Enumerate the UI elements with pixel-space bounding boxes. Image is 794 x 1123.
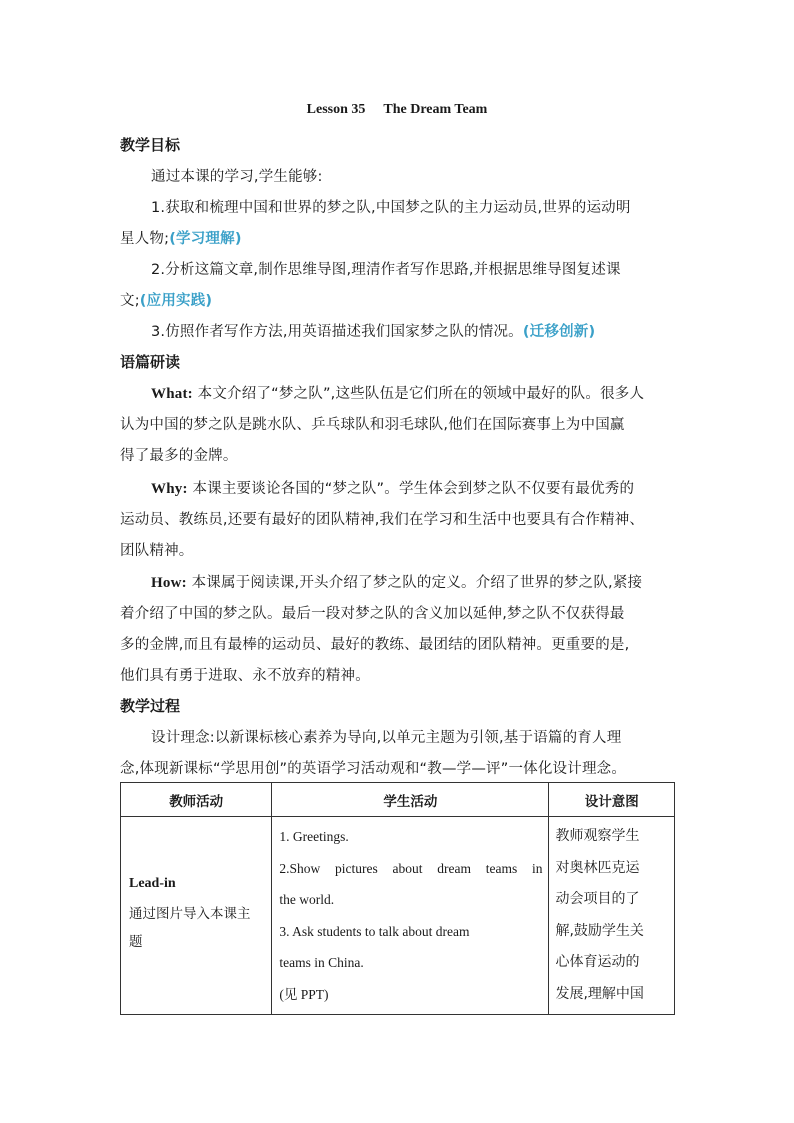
design-line-4: 解,鼓励学生关 (555, 922, 644, 939)
what-text: 本文介绍了“梦之队”,这些队伍是它们所在的领域中最好的队。很多人 (192, 386, 645, 402)
objectives-intro: 通过本课的学习,学生能够: (151, 169, 323, 185)
design-intent-cell (549, 817, 675, 1015)
analysis-heading: 语篇研读 (120, 353, 181, 371)
teacher-activity-cell (121, 817, 272, 1015)
objective-2-tag: (应用实践) (139, 293, 213, 309)
student-line-3: the world. (279, 892, 335, 907)
page-title (0, 102, 794, 118)
header-student-activity: 学生活动 (272, 783, 549, 817)
lead-in-label: Lead-in (129, 875, 176, 891)
lesson-number: Lesson 35 (306, 102, 366, 117)
header-teacher-activity: 教师活动 (121, 783, 272, 817)
process-heading: 教学过程 (120, 697, 181, 715)
design-line-5: 心体育运动的 (555, 954, 640, 970)
what-line-2: 认为中国的梦之队是跳水队、乒乓球队和羽毛球队,他们在国际赛事上为中国赢 (120, 417, 625, 433)
student-line-5: teams in China. (279, 955, 364, 970)
how-line-2: 着介绍了中国的梦之队。最后一段对梦之队的含义加以延伸,梦之队不仅获得最 (120, 606, 625, 622)
how-line-3: 多的金牌,而且有最棒的运动员、最好的教练、最团结的团队精神。更重要的是, (120, 637, 630, 653)
concept-line-1: 设计理念:以新课标核心素养为导向,以单元主题为引领,基于语篇的育人理 (151, 730, 622, 746)
student-line-1: 1. Greetings. (279, 829, 349, 844)
lead-in-desc-line-1: 通过图片导入本课主 (129, 905, 251, 922)
objective-2-line-1: 2.分析这篇文章,制作思维导图,理清作者写作思路,并根据思维导图复述课 (151, 262, 621, 278)
what-label: What: (151, 386, 193, 402)
student-line-4: 3. Ask students to talk about dream (279, 923, 470, 939)
why-text: 本课主要谈论各国的“梦之队”。学生体会到梦之队不仅要有最优秀的 (187, 481, 635, 497)
lead-in-desc-line-2: 题 (129, 933, 143, 950)
why-line-3: 团队精神。 (120, 543, 194, 559)
objective-3-tag: (迁移创新) (522, 324, 596, 340)
header-design-intent: 设计意图 (549, 783, 675, 817)
table-row (121, 817, 675, 1015)
how-line-1 (151, 571, 642, 592)
what-line-3: 得了最多的金牌。 (120, 448, 238, 464)
why-label: Why: (151, 481, 188, 497)
objective-2-line-2 (120, 289, 212, 310)
objective-1-line-1: 1.获取和梳理中国和世界的梦之队,中国梦之队的主力运动员,世界的运动明 (151, 200, 631, 216)
objective-2-text: 文; (120, 293, 140, 309)
table-header-row (121, 783, 675, 817)
how-label: How: (151, 575, 187, 591)
objective-1-text: 星人物; (120, 231, 170, 247)
how-text: 本课属于阅读课,开头介绍了梦之队的定义。介绍了世界的梦之队,紧接 (186, 575, 643, 591)
student-line-6: (见 PPT) (279, 986, 329, 1002)
lesson-name: The Dream Team (383, 102, 488, 117)
objective-1-line-2 (120, 227, 242, 248)
objective-1-tag: (学习理解) (169, 231, 242, 247)
why-line-2: 运动员、教练员,还要有最好的团队精神,我们在学习和生活中也要具有合作精神、 (120, 512, 645, 528)
design-line-6: 发展,理解中国 (555, 985, 644, 1002)
objectives-heading: 教学目标 (120, 136, 181, 154)
what-line-1 (151, 382, 644, 403)
objective-3-line-1 (151, 320, 595, 341)
design-line-3: 动会项目的了 (555, 891, 640, 907)
student-activity-cell (272, 817, 549, 1015)
design-line-1: 教师观察学生 (555, 828, 640, 844)
why-line-1 (151, 477, 634, 498)
design-line-2: 对奥林匹克运 (555, 859, 640, 876)
student-line-2: 2.Show pictures about dream teams in (279, 860, 543, 876)
teaching-plan-table (120, 782, 675, 1015)
how-line-4: 他们具有勇于进取、永不放弃的精神。 (120, 668, 370, 684)
objective-3-text: 3.仿照作者写作方法,用英语描述我们国家梦之队的情况。 (151, 324, 523, 340)
concept-line-2: 念,体现新课标“学思用创”的英语学习活动观和“教—学—评”一体化设计理念。 (120, 761, 627, 777)
